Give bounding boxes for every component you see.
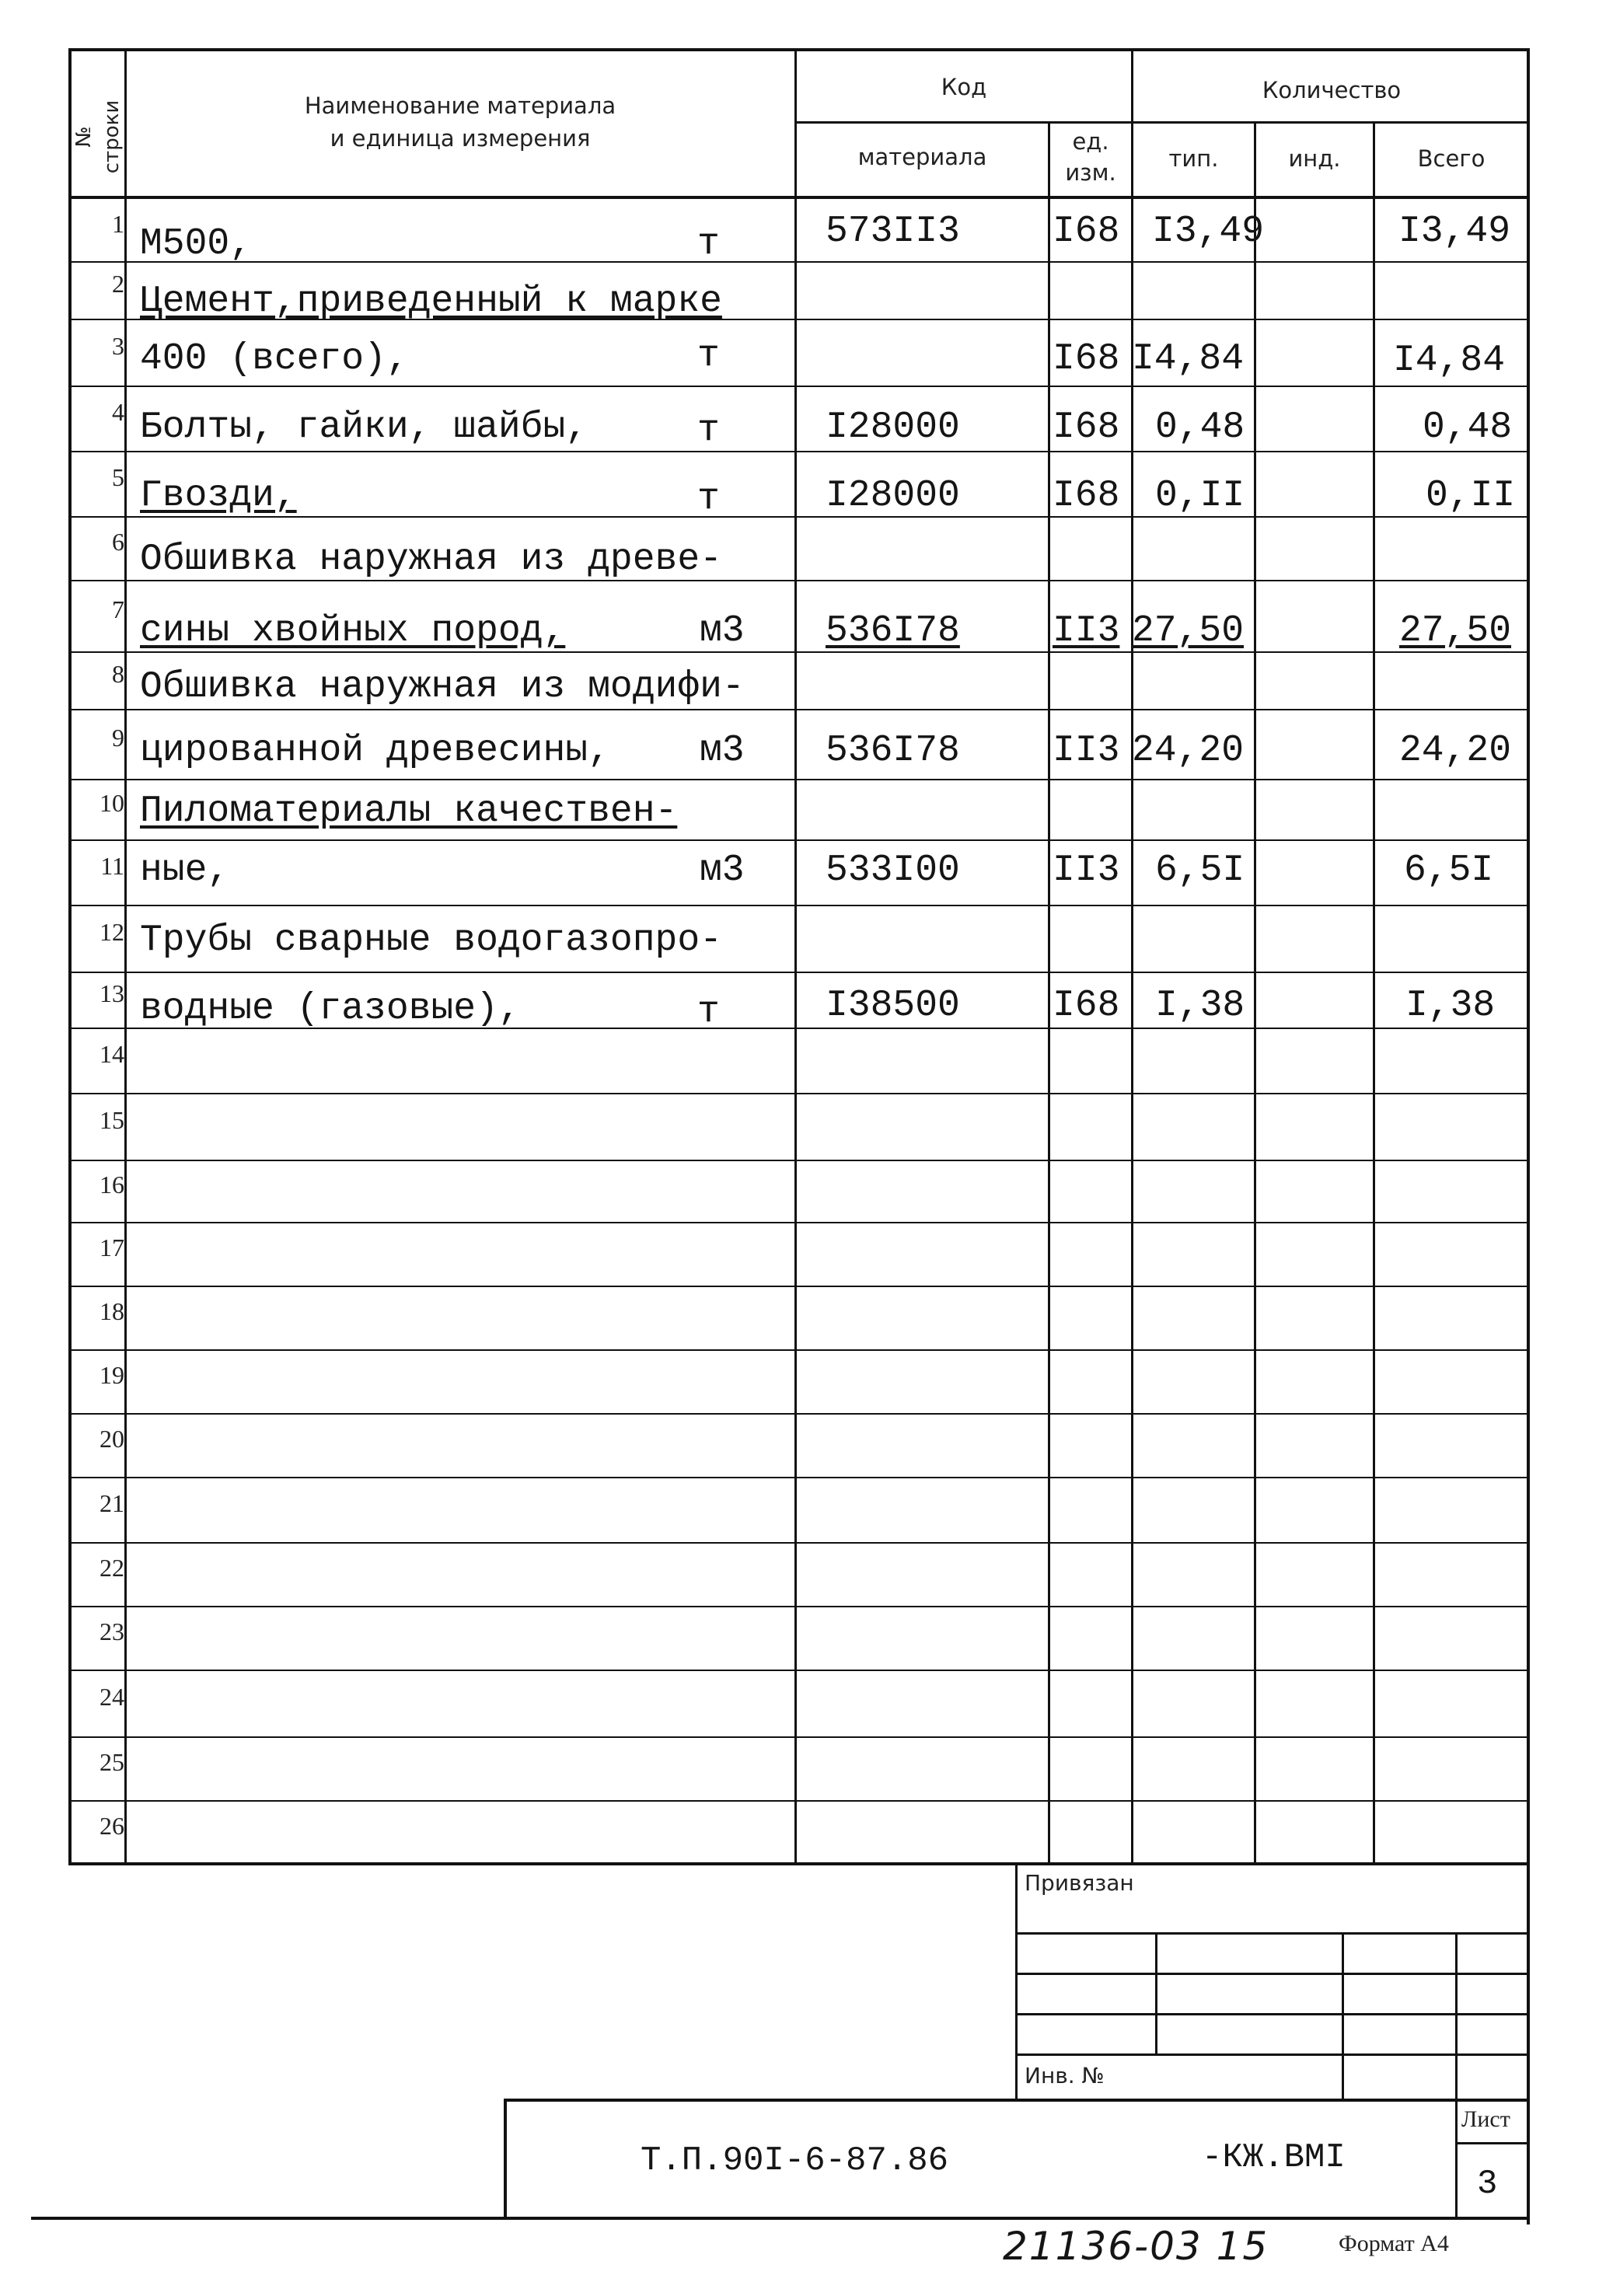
row-number: 18 [100,1297,124,1325]
row-number: 3 [112,332,124,360]
doc-box-top [504,2099,1530,2102]
row3-edcode: I68 [1053,338,1120,380]
row3-name: 400 (всего), [140,338,409,380]
row-number: 2 [112,270,124,298]
row7-typ: 27,50 [1132,610,1245,652]
row-line [68,1542,1530,1544]
row13-typ: I,38 [1155,985,1245,1027]
row1-edcode: I68 [1053,211,1120,253]
paper-format: Формат А4 [1339,2231,1449,2256]
row-line [68,1222,1530,1223]
row1-name: М500, [140,223,253,265]
sheet-number: 3 [1477,2165,1498,2204]
stamp-v2 [1155,1932,1157,2055]
row11-unit: м3 [700,850,745,892]
header-name-line1: Наименование материала [304,92,616,119]
row9-name: цированной древесины, [140,730,610,772]
row9-unit: м3 [700,730,745,772]
row11-code: 533I00 [826,850,960,892]
row13-unit: т [697,991,720,1033]
row13-total: I,38 [1405,985,1496,1027]
row13-name: водные (газовые), [140,988,521,1030]
row-number: 16 [100,1171,124,1199]
row-line [68,1093,1530,1094]
row-number: 15 [100,1106,124,1134]
row-number: 1 [112,210,124,238]
col-line-code [794,48,797,1864]
row-line [68,451,1530,452]
row-line [68,1477,1530,1478]
row-line [68,1670,1530,1671]
row3-total: I4,84 [1393,340,1506,382]
row4-total: 0,48 [1423,407,1513,448]
stamp-h4 [1015,2053,1530,2056]
row1-total: I3,49 [1398,211,1511,253]
header-bottom [68,196,1530,199]
row9-typ: 24,20 [1132,730,1245,772]
stamp-inv-no: Инв. № [1025,2063,1105,2088]
row1-typ: I3,49 [1152,211,1265,253]
row-line [68,709,1530,710]
row8-name: Обшивка наружная из модифи- [140,666,745,708]
header-qty-ind: инд. [1288,145,1341,172]
row1-code: 573II3 [826,211,960,253]
row-number: 14 [100,1040,124,1068]
col-line-total [1373,121,1375,1864]
row-number: 11 [100,852,124,880]
row-line [68,1413,1530,1415]
border-top [68,48,1530,51]
border-right [1527,48,1530,2224]
row13-edcode: I68 [1053,985,1120,1027]
row-line [68,1606,1530,1607]
row-line [68,779,1530,780]
header-name-line2: и единица измерения [330,125,591,152]
row4-unit: т [697,410,720,452]
row9-code: 536I78 [826,730,960,772]
row-number: 23 [100,1617,124,1645]
header-code-unit-1: ед. [1072,128,1109,155]
row5-unit: т [697,478,720,520]
row-number: 6 [112,528,124,556]
row-number: 22 [100,1554,124,1582]
row2-name: Цемент,приведенный к марке [140,281,722,323]
col-line-ed [1048,121,1050,1864]
row13-code: I38500 [826,985,960,1027]
row-line [68,839,1530,841]
stamp-h3 [1015,2013,1530,2015]
row7-unit: м3 [700,610,745,652]
row-line [68,1286,1530,1287]
sheet-label: Лист [1461,2106,1510,2132]
row-number: 5 [112,463,124,491]
row-line [68,905,1530,906]
row-line [68,1736,1530,1738]
row9-edcode: II3 [1053,730,1120,772]
col-line-ind [1254,121,1256,1864]
header-subline [794,121,1530,124]
row-number: 13 [100,979,124,1007]
row-number: 9 [112,724,124,752]
row-number: 26 [100,1812,124,1840]
row4-name: Болты, гайки, шайбы, [140,407,588,448]
row-number: 17 [100,1233,124,1261]
row-number: 25 [100,1748,124,1776]
row5-code: I28000 [826,475,960,517]
row-number: 4 [112,398,124,426]
row1-unit: т [697,223,720,265]
stamp-privyazan: Привязан [1025,1870,1134,1896]
body-bottom [68,1862,1530,1865]
row-number: 19 [100,1361,124,1389]
col-line-num [124,48,127,1864]
row5-typ: 0,II [1155,475,1245,517]
stamp-h1 [1015,1932,1530,1935]
header-row-number: № строки [72,99,124,174]
row7-edcode: II3 [1053,610,1120,652]
row-line [68,386,1530,387]
row5-name: Гвозди, [140,475,297,517]
stamp-h2 [1015,1973,1530,1975]
header-qty-typ: тип. [1168,145,1219,172]
row4-edcode: I68 [1053,407,1120,448]
doc-box-bottom [31,2217,1530,2220]
handwritten-archive-number: 21136-03 15 [1003,2224,1269,2269]
row4-code: I28000 [826,407,960,448]
stamp-v4 [1455,1932,1458,2220]
header-code-material: материала [857,144,987,170]
row-number: 21 [100,1489,124,1517]
row3-unit: т [697,335,720,377]
header-code: Код [941,74,987,100]
row7-code: 536I78 [826,610,960,652]
row11-typ: 6,5I [1155,850,1245,892]
row10-name: Пиломатериалы качествен- [140,790,678,832]
sheet-box-split [1455,2142,1530,2144]
row4-typ: 0,48 [1155,407,1245,448]
doc-box-left [504,2099,507,2218]
col-line-qty [1131,48,1133,1864]
header-qty-total: Всего [1417,145,1486,172]
row12-name: Трубы сварные водогазопро- [140,919,722,961]
row9-total: 24,20 [1399,730,1512,772]
stamp-v3 [1342,1932,1344,2099]
row3-typ: I4,84 [1132,338,1245,380]
row11-edcode: II3 [1053,850,1120,892]
row-number: 12 [100,918,124,946]
row-line [68,261,1530,263]
row5-edcode: I68 [1053,475,1120,517]
row-line [68,1800,1530,1802]
document-code: Т.П.90I-6-87.86 [641,2141,949,2180]
header-code-unit-2: изм. [1065,159,1116,186]
document-suffix: -КЖ.ВМI [1202,2138,1346,2177]
border-left [68,48,72,1865]
row11-name: ные, [140,850,230,892]
row-number: 7 [112,595,124,623]
row7-name: сины хвойных пород, [140,610,566,652]
row-number: 10 [100,789,124,817]
row7-total: 27,50 [1399,610,1512,652]
row-line [68,1349,1530,1351]
row-number: 8 [112,660,124,688]
row-number: 24 [100,1683,124,1711]
row-line [68,1160,1530,1161]
header-quantity: Количество [1262,77,1402,103]
row-number: 20 [100,1425,124,1453]
row5-total: 0,II [1426,475,1516,517]
row-line [68,972,1530,973]
stamp-v-main [1015,1864,1018,2099]
row11-total: 6,5I [1404,850,1494,892]
row6-name: Обшивка наружная из древе- [140,539,722,581]
